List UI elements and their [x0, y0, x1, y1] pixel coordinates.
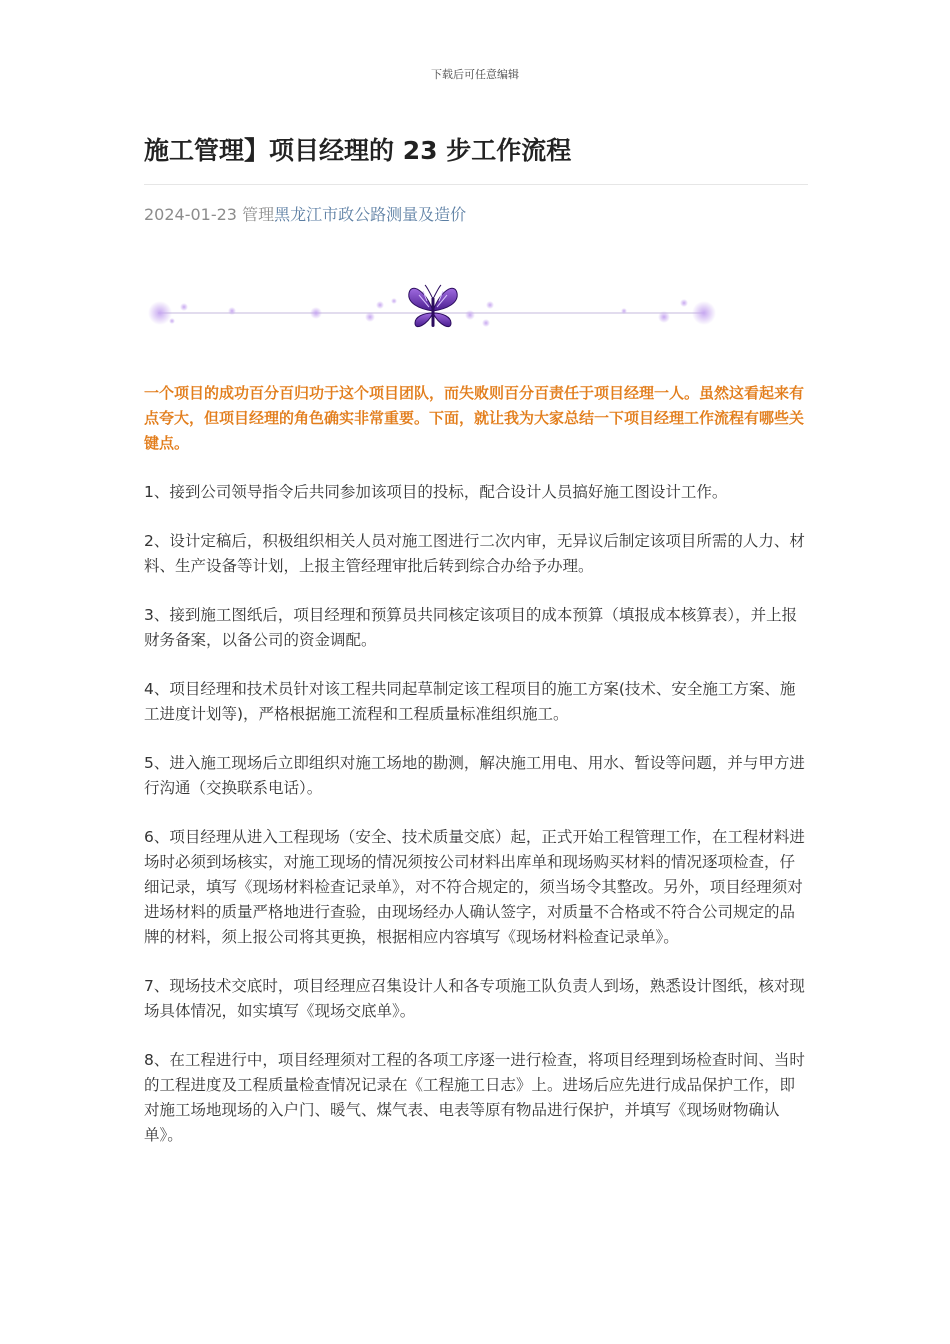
paragraph-1: 1、接到公司领导指令后共同参加该项目的投标，配合设计人员搞好施工图设计工作。: [144, 483, 728, 501]
paragraph-8: 8、在工程进行中，项目经理须对工程的各项工序逐一进行检查，将项目经理到场检查时间、当时的工程进度及工程质量检查情况记录在《工程施工日志》上。进场后应先进行成品保护工作，即对施工场地现场的入户门、暖气、煤气表、电表等原有物品进行保护，并填写《现场财物确认单》。: [144, 1051, 805, 1144]
title-divider: [144, 184, 808, 185]
paragraph-7: 7、现场技术交底时，项目经理应召集设计人和各专项施工队负责人到场，熟悉设计图纸，核对现场具体情况，如实填写《现场交底单》。: [144, 977, 805, 1020]
paragraph-2: 2、设计定稿后，积极组织相关人员对施工图进行二次内审，无异议后制定该项目所需的人力、材料、生产设备等计划，上报主管经理审批后转到综合办给予办理。: [144, 532, 805, 575]
article-title: 施工管理】项目经理的 23 步工作流程: [144, 136, 572, 165]
paragraph-4: 4、项目经理和技术员针对该工程共同起草制定该工程项目的施工方案(技术、安全施工方案、施工进度计划等)，严格根据施工流程和工程质量标准组织施工。: [144, 680, 796, 723]
article-date: 2024-01-23: [144, 205, 237, 224]
article-intro: 一个项目的成功百分百归功于这个项目团队，而失败则百分百责任于项目经理一人。虽然这看起来有点夸大，但项目经理的角色确实非常重要。下面，就让我为大家总结一下项目经理工作流程有哪些关键点。: [144, 384, 805, 452]
paragraph-3: 3、接到施工图纸后，项目经理和预算员共同核定该项目的成本预算（填报成本核算表），并上报财务备案，以备公司的资金调配。: [144, 606, 798, 649]
butterfly-divider-icon: [144, 247, 808, 357]
paragraph-6: 6、项目经理从进入工程现场（安全、技术质量交底）起，正式开始工程管理工作，在工程材料进场时必须到场核实，对施工现场的情况须按公司材料出库单和现场购买材料的情况逐项检查，仔细记录，填写《现场材料检查记录单》，对不符合规定的，须当场令其整改。另外，项目经理须对进场材料的质量严格地进行查验，由现场经办人确认签字，对质量不合格或不符合公司规定的品牌的材料，须上报公司将其更换，根据相应内容填写《现场材料检查记录单》。: [144, 828, 805, 946]
article: [144, 128, 808, 1148]
article-category: 管理: [242, 205, 275, 224]
paragraph-5: 5、进入施工现场后立即组织对施工场地的勘测，解决施工用电、用水、暂设等问题，并与甲方进行沟通（交换联系电话）。: [144, 754, 805, 797]
page-header: 下载后可任意编辑: [431, 68, 519, 81]
article-meta: [144, 203, 808, 227]
author-link[interactable]: 黑龙江市政公路测量及造价: [274, 205, 467, 224]
